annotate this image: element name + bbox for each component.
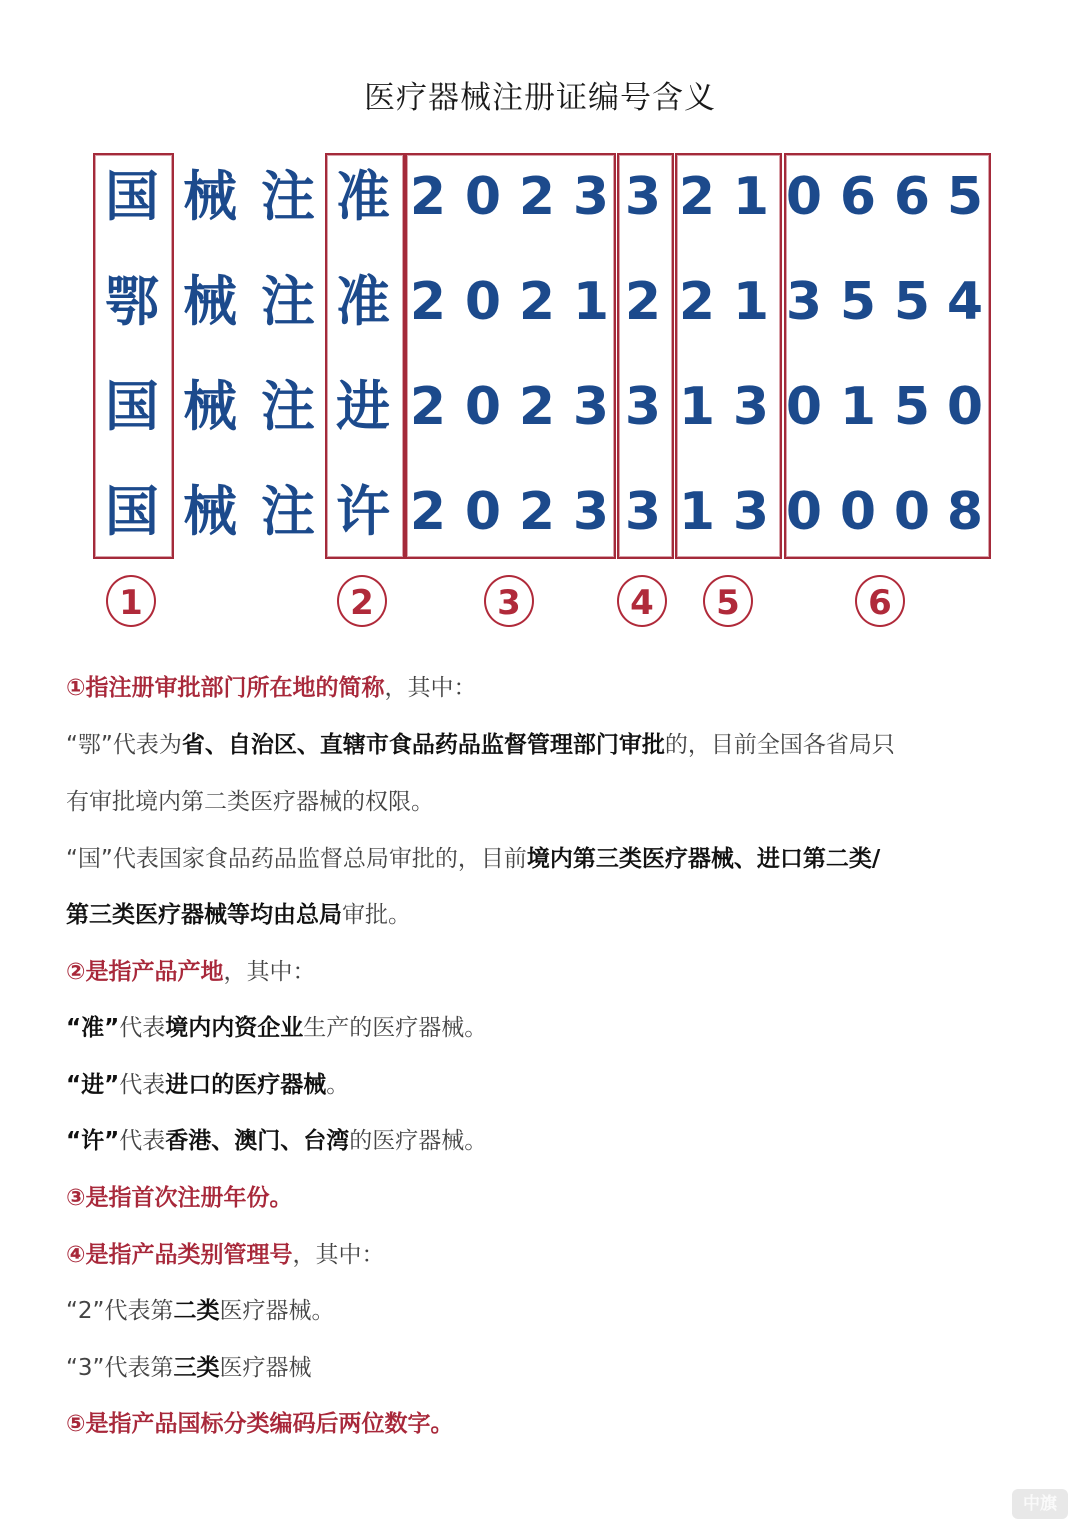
reg-char-year-2: 2	[518, 272, 556, 332]
section-4-class-3	[66, 1353, 1026, 1383]
page-title: 医疗器械注册证编号含义	[364, 80, 716, 116]
reg-char-serial-1: 5	[839, 272, 877, 332]
reg-char-c4: 准	[336, 165, 390, 228]
circled-number-4: 4	[617, 575, 667, 627]
section-2-heading-text: ②是指产品产地	[66, 959, 224, 985]
reg-char-c1: 鄂	[105, 270, 159, 333]
circled-number-1: 1	[106, 575, 156, 627]
text-span: “2”代表第	[66, 1298, 174, 1324]
text-span: 代表	[119, 1128, 166, 1154]
text-span: “鄂”代表为	[66, 732, 182, 758]
reg-char-serial-3: 8	[946, 482, 984, 542]
reg-char-serial-3: 4	[946, 272, 984, 332]
reg-char-serial-1: 0	[839, 482, 877, 542]
reg-char-c4: 进	[336, 375, 390, 438]
reg-char-class-1: 1	[732, 167, 770, 227]
reg-char-class-1: 1	[732, 272, 770, 332]
reg-char-c3: 注	[261, 270, 315, 333]
reg-char-year-3: 3	[572, 482, 610, 542]
text-span-bold: 进口的医疗器械	[165, 1072, 327, 1098]
section-3-heading	[66, 1183, 1026, 1213]
box-year	[405, 153, 616, 559]
reg-char-category: 3	[624, 167, 662, 227]
reg-char-year-2: 2	[518, 167, 556, 227]
text-span-bold: 三类	[173, 1355, 220, 1381]
section-4-heading-text: ④是指产品类别管理号	[66, 1242, 293, 1268]
reg-char-serial-0: 0	[785, 377, 823, 437]
text-span: 代表	[119, 1015, 166, 1041]
reg-char-year-0: 2	[409, 272, 447, 332]
reg-char-c3: 注	[261, 375, 315, 438]
reg-char-category: 2	[624, 272, 662, 332]
section-4-class-2	[66, 1296, 1026, 1326]
section-1-line-1	[66, 730, 1026, 760]
reg-char-class-1: 3	[732, 482, 770, 542]
reg-char-c2: 械	[183, 375, 237, 438]
reg-char-c1: 国	[105, 165, 159, 228]
text-span: 的医疗器械。	[349, 1128, 488, 1154]
reg-char-serial-3: 0	[946, 377, 984, 437]
text-span-bold: “准”	[66, 1015, 120, 1041]
text-span-bold: 香港、澳门、台湾	[165, 1128, 350, 1154]
reg-char-year-0: 2	[409, 482, 447, 542]
section-5-heading	[66, 1409, 1026, 1439]
registration-number-grid	[0, 0, 1080, 640]
text-span: 的，目前全国各省局只	[664, 732, 895, 758]
reg-char-c3: 注	[261, 165, 315, 228]
reg-char-category: 3	[624, 482, 662, 542]
text-span: 。	[326, 1072, 350, 1098]
section-1-heading-text: ①指注册审批部门所在地的简称	[66, 675, 385, 701]
box-origin	[325, 153, 405, 559]
circled-number-2: 2	[337, 575, 387, 627]
text-span: 医疗器械。	[219, 1298, 335, 1324]
section-2-xu	[66, 1126, 1026, 1156]
reg-char-class-0: 1	[678, 377, 716, 437]
watermark-badge: 中旗	[1012, 1489, 1068, 1519]
section-2-heading-tail: ，其中：	[223, 959, 316, 985]
section-1-line-3	[66, 844, 1026, 874]
text-span-bold: 第三类医疗器械等均由总局	[66, 902, 342, 928]
reg-char-serial-2: 5	[893, 272, 931, 332]
section-1-heading-tail: ，其中：	[384, 675, 477, 701]
text-span: 生产的医疗器械。	[303, 1015, 488, 1041]
reg-char-year-1: 0	[464, 272, 502, 332]
reg-char-category: 3	[624, 377, 662, 437]
reg-char-serial-2: 6	[893, 167, 931, 227]
section-4-heading-tail: ，其中：	[292, 1242, 385, 1268]
reg-char-c2: 械	[183, 480, 237, 543]
reg-char-serial-2: 0	[893, 482, 931, 542]
reg-char-year-2: 2	[518, 482, 556, 542]
reg-char-c1: 国	[105, 375, 159, 438]
section-1-line-4	[66, 900, 1026, 930]
reg-char-year-0: 2	[409, 167, 447, 227]
text-span: 有审批境内第二类医疗器械的权限。	[66, 789, 434, 815]
text-span-bold: 省、自治区、直辖市食品药品监督管理部门审批	[181, 732, 665, 758]
box-region	[93, 153, 174, 559]
reg-char-serial-3: 5	[946, 167, 984, 227]
reg-char-year-3: 3	[572, 377, 610, 437]
section-1-line-2	[66, 787, 1026, 817]
reg-char-serial-0: 0	[785, 167, 823, 227]
reg-char-c3: 注	[261, 480, 315, 543]
text-span-bold: 境内内资企业	[165, 1015, 304, 1041]
reg-char-year-3: 1	[572, 272, 610, 332]
circled-number-3: 3	[484, 575, 534, 627]
text-span: 医疗器械	[219, 1355, 312, 1381]
reg-char-year-1: 0	[464, 167, 502, 227]
section-4-heading	[66, 1240, 1026, 1270]
reg-char-class-0: 1	[678, 482, 716, 542]
reg-char-serial-0: 0	[785, 482, 823, 542]
box-serial	[784, 153, 991, 559]
reg-char-year-1: 0	[464, 482, 502, 542]
reg-char-c2: 械	[183, 165, 237, 228]
text-span-bold: “进”	[66, 1072, 120, 1098]
reg-char-class-0: 2	[678, 167, 716, 227]
section-1-heading	[66, 673, 1026, 703]
text-span: 代表	[119, 1072, 166, 1098]
section-2-zhun	[66, 1013, 1026, 1043]
section-2-heading	[66, 957, 1026, 987]
text-span: “3”代表第	[66, 1355, 174, 1381]
section-3-heading-text: ③是指首次注册年份。	[66, 1185, 293, 1211]
reg-char-class-0: 2	[678, 272, 716, 332]
reg-char-serial-1: 6	[839, 167, 877, 227]
reg-char-c4: 准	[336, 270, 390, 333]
reg-char-c4: 许	[336, 480, 390, 543]
text-span: 审批。	[342, 902, 411, 928]
reg-char-year-2: 2	[518, 377, 556, 437]
text-span-bold: 二类	[173, 1298, 220, 1324]
reg-char-serial-2: 5	[893, 377, 931, 437]
box-class-code	[675, 153, 782, 559]
reg-char-serial-1: 1	[839, 377, 877, 437]
reg-char-serial-0: 3	[785, 272, 823, 332]
circled-number-5: 5	[703, 575, 753, 627]
circled-number-6: 6	[855, 575, 905, 627]
reg-char-year-3: 3	[572, 167, 610, 227]
text-span-bold: “许”	[66, 1128, 120, 1154]
section-2-jin	[66, 1070, 1026, 1100]
reg-char-class-1: 3	[732, 377, 770, 437]
box-category	[617, 153, 674, 559]
text-span: “国”代表国家食品药品监督总局审批的，目前	[66, 846, 527, 872]
reg-char-c1: 国	[105, 480, 159, 543]
reg-char-year-1: 0	[464, 377, 502, 437]
reg-char-year-0: 2	[409, 377, 447, 437]
reg-char-c2: 械	[183, 270, 237, 333]
text-span-bold: 境内第三类医疗器械、进口第二类/	[526, 846, 881, 872]
section-5-heading-text: ⑤是指产品国标分类编码后两位数字。	[66, 1411, 454, 1437]
